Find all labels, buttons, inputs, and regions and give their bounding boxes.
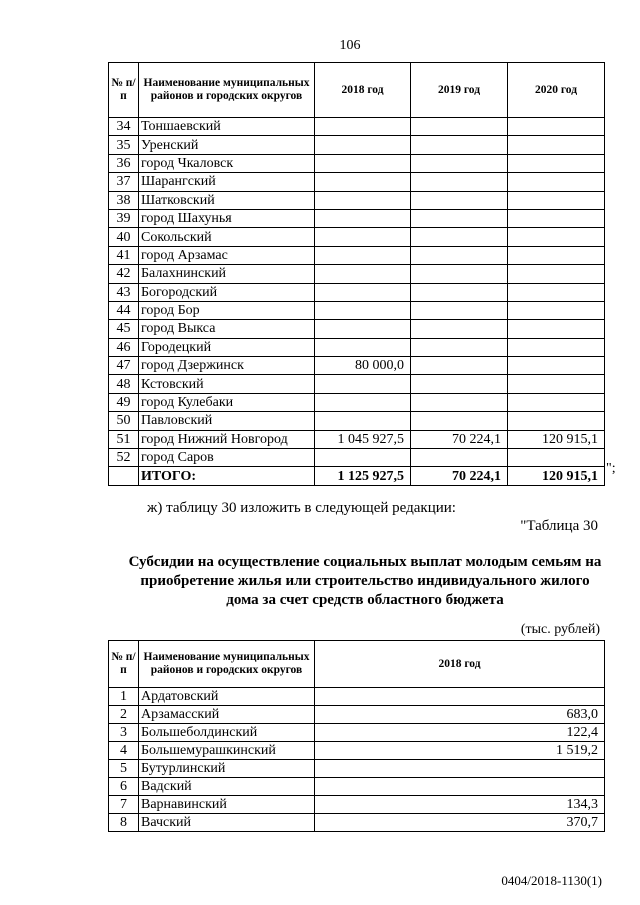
table-row — [109, 724, 605, 742]
amount-cell — [315, 191, 411, 209]
table-label: "Таблица 30 — [520, 518, 598, 534]
amount-cell — [508, 246, 605, 264]
amount-cell — [508, 209, 605, 227]
row-number: 46 — [109, 338, 139, 356]
amount-cell — [315, 412, 411, 430]
amount-cell — [508, 265, 605, 283]
header-year-2018: 2018 год — [315, 63, 411, 118]
amount-cell: 120 915,1 — [508, 430, 605, 448]
header-year-2019: 2019 год — [411, 63, 508, 118]
title-line: дома за счет средств областного бюджета — [226, 592, 504, 608]
municipality-name: Тоншаевский — [139, 118, 315, 136]
municipality-name: Ардатовский — [139, 688, 315, 706]
table-title — [95, 553, 635, 610]
total-2019: 70 224,1 — [411, 467, 508, 485]
table-row — [109, 430, 605, 448]
total-row — [109, 467, 605, 485]
row-number: 4 — [109, 742, 139, 760]
amount-cell — [411, 191, 508, 209]
row-number: 5 — [109, 760, 139, 778]
amount-cell — [315, 338, 411, 356]
table-header-row — [109, 641, 605, 688]
amount-cell: 80 000,0 — [315, 357, 411, 375]
row-number: 42 — [109, 265, 139, 283]
table-row — [109, 814, 605, 832]
amount-cell — [411, 246, 508, 264]
closing-quote: "; — [606, 461, 616, 476]
header-number: № п/п — [109, 641, 139, 688]
amount-cell — [315, 118, 411, 136]
amount-cell — [508, 412, 605, 430]
title-line: Субсидии на осуществление социальных выплат молодым семьям на — [128, 554, 602, 570]
amount-cell — [508, 228, 605, 246]
municipality-name: Варнавинский — [139, 796, 315, 814]
amount-cell: 683,0 — [315, 706, 605, 724]
municipality-name: Богородский — [139, 283, 315, 301]
amount-cell — [508, 449, 605, 467]
amount-cell — [508, 393, 605, 411]
amount-cell: 70 224,1 — [411, 430, 508, 448]
amount-cell — [411, 320, 508, 338]
amount-cell — [508, 320, 605, 338]
header-number: № п/п — [109, 63, 139, 118]
row-number: 51 — [109, 430, 139, 448]
header-year-2018: 2018 год — [315, 641, 605, 688]
table-row — [109, 191, 605, 209]
amount-cell — [315, 228, 411, 246]
row-number: 40 — [109, 228, 139, 246]
subsidy-table-30 — [108, 640, 605, 832]
amount-cell: 1 519,2 — [315, 742, 605, 760]
table-row — [109, 173, 605, 191]
table-row — [109, 742, 605, 760]
table-row — [109, 688, 605, 706]
municipality-name: Большеболдинский — [139, 724, 315, 742]
amount-cell — [508, 357, 605, 375]
page-number: 106 — [339, 38, 361, 53]
amount-cell — [508, 301, 605, 319]
amount-cell: 370,7 — [315, 814, 605, 832]
amount-cell — [315, 778, 605, 796]
table-row — [109, 338, 605, 356]
table-row — [109, 209, 605, 227]
amount-cell — [315, 173, 411, 191]
municipality-name: город Чкаловск — [139, 154, 315, 172]
amount-cell — [315, 136, 411, 154]
table-row — [109, 283, 605, 301]
title-line: приобретение жилья или строительство индивидуального жилого — [140, 573, 590, 589]
municipality-name: город Бор — [139, 301, 315, 319]
row-number: 45 — [109, 320, 139, 338]
row-number: 2 — [109, 706, 139, 724]
table-row — [109, 246, 605, 264]
amount-cell — [315, 301, 411, 319]
amount-cell — [411, 118, 508, 136]
table-row — [109, 449, 605, 467]
table-row — [109, 393, 605, 411]
amount-cell — [508, 338, 605, 356]
table-row — [109, 778, 605, 796]
row-number: 43 — [109, 283, 139, 301]
amount-cell — [508, 118, 605, 136]
table-row — [109, 706, 605, 724]
row-number: 7 — [109, 796, 139, 814]
row-number: 48 — [109, 375, 139, 393]
municipality-name: Балахнинский — [139, 265, 315, 283]
amount-cell — [315, 283, 411, 301]
total-2018: 1 125 927,5 — [315, 467, 411, 485]
table-row — [109, 118, 605, 136]
amount-cell — [411, 136, 508, 154]
amount-cell: 134,3 — [315, 796, 605, 814]
amount-cell — [508, 136, 605, 154]
units-label: (тыс. рублей) — [520, 622, 600, 637]
row-number: 34 — [109, 118, 139, 136]
amount-cell — [411, 209, 508, 227]
amount-cell: 122,4 — [315, 724, 605, 742]
municipality-name: Сокольский — [139, 228, 315, 246]
total-label: ИТОГО: — [139, 467, 315, 485]
municipality-name: город Кулебаки — [139, 393, 315, 411]
subsidy-table-continued — [108, 62, 605, 486]
table-row — [109, 228, 605, 246]
amount-cell — [315, 688, 605, 706]
amount-cell — [411, 228, 508, 246]
amount-cell — [411, 412, 508, 430]
header-municipality: Наименование муниципальных районов и городских округов — [139, 63, 315, 118]
municipality-name: Кстовский — [139, 375, 315, 393]
amount-cell — [315, 449, 411, 467]
municipality-name: город Нижний Новгород — [139, 430, 315, 448]
header-municipality: Наименование муниципальных районов и городских округов — [139, 641, 315, 688]
table-header-row — [109, 63, 605, 118]
amount-cell — [315, 393, 411, 411]
municipality-name: Уренский — [139, 136, 315, 154]
amount-cell — [315, 320, 411, 338]
table-row — [109, 760, 605, 778]
amount-cell — [508, 154, 605, 172]
table-row — [109, 265, 605, 283]
amount-cell — [508, 191, 605, 209]
table-row — [109, 301, 605, 319]
amount-cell — [411, 449, 508, 467]
amount-cell — [508, 375, 605, 393]
document-code: 0404/2018-1130(1) — [501, 873, 602, 888]
municipality-name: Шатковский — [139, 191, 315, 209]
municipality-name: Городецкий — [139, 338, 315, 356]
row-number: 39 — [109, 209, 139, 227]
row-number: 6 — [109, 778, 139, 796]
amount-cell — [315, 246, 411, 264]
amount-cell — [411, 283, 508, 301]
amount-cell — [315, 375, 411, 393]
table-row — [109, 320, 605, 338]
municipality-name: Арзамасский — [139, 706, 315, 724]
municipality-name: Шарангский — [139, 173, 315, 191]
table-row — [109, 796, 605, 814]
table-row — [109, 375, 605, 393]
table-row — [109, 154, 605, 172]
row-number: 3 — [109, 724, 139, 742]
amount-cell — [411, 393, 508, 411]
municipality-name: город Шахунья — [139, 209, 315, 227]
amount-cell — [315, 265, 411, 283]
row-number: 36 — [109, 154, 139, 172]
header-year-2020: 2020 год — [508, 63, 605, 118]
municipality-name: Павловский — [139, 412, 315, 430]
amount-cell — [411, 154, 508, 172]
amount-cell — [315, 209, 411, 227]
row-number: 37 — [109, 173, 139, 191]
municipality-name: Вадский — [139, 778, 315, 796]
amount-cell — [411, 338, 508, 356]
row-number: 35 — [109, 136, 139, 154]
row-number: 47 — [109, 357, 139, 375]
municipality-name: город Выкса — [139, 320, 315, 338]
row-number: 8 — [109, 814, 139, 832]
row-number: 41 — [109, 246, 139, 264]
row-number: 38 — [109, 191, 139, 209]
row-number: 1 — [109, 688, 139, 706]
row-number: 44 — [109, 301, 139, 319]
table-row — [109, 136, 605, 154]
amount-cell — [411, 375, 508, 393]
row-number: 52 — [109, 449, 139, 467]
amount-cell — [411, 173, 508, 191]
table-row — [109, 357, 605, 375]
amount-cell — [411, 301, 508, 319]
row-number: 49 — [109, 393, 139, 411]
municipality-name: Бутурлинский — [139, 760, 315, 778]
municipality-name: Вачский — [139, 814, 315, 832]
municipality-name: город Арзамас — [139, 246, 315, 264]
row-number: 50 — [109, 412, 139, 430]
municipality-name: город Дзержинск — [139, 357, 315, 375]
amount-cell — [508, 173, 605, 191]
total-2020: 120 915,1 — [508, 467, 605, 485]
table-row — [109, 412, 605, 430]
amount-cell: 1 045 927,5 — [315, 430, 411, 448]
amount-cell — [315, 154, 411, 172]
amendment-paragraph: ж) таблицу 30 изложить в следующей редакции: — [147, 500, 456, 516]
municipality-name: город Саров — [139, 449, 315, 467]
municipality-name: Большемурашкинский — [139, 742, 315, 760]
amount-cell — [508, 283, 605, 301]
amount-cell — [411, 357, 508, 375]
amount-cell — [411, 265, 508, 283]
amount-cell — [315, 760, 605, 778]
